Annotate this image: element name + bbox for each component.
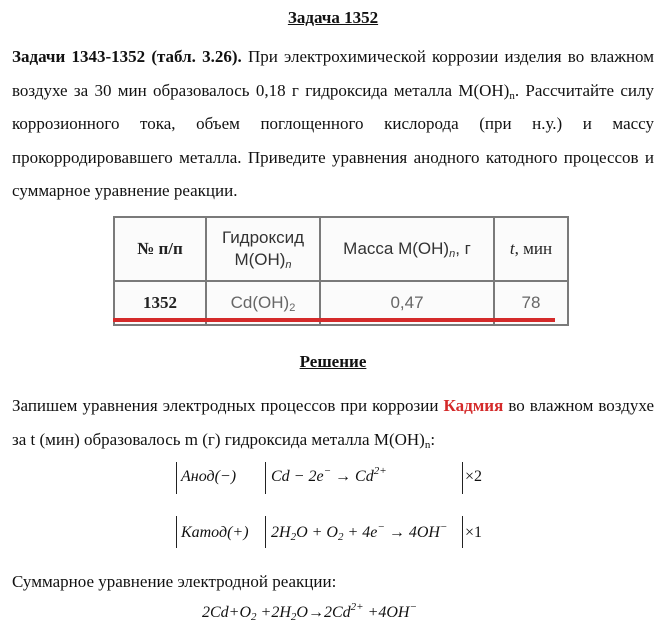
anode-eq-part-a: Cd − 2e — [271, 468, 324, 485]
anode-eq-sup-b: 2+ — [373, 465, 387, 477]
electrode-equations — [0, 458, 666, 558]
cell-time: 78 — [494, 281, 568, 325]
header-mass — [320, 217, 494, 281]
anode-multiplier: ×2 — [465, 468, 483, 485]
anode-label: Анод(−) — [181, 468, 237, 485]
header-time-symbol: t — [509, 239, 515, 258]
task-title: Задача 1352 — [287, 8, 379, 27]
problem-text-after: . Рассчитайте силу коррозионного тока, объем поглощенного кислорода (при н.у.) и массу прокорродировавшего металла. Приведите уравнения анодного катодного процессов и суммарное уравнение реакции. — [12, 80, 655, 200]
middle-bar-bottom — [265, 516, 266, 548]
anode-equation — [271, 465, 387, 486]
intro-subscript: n — [424, 438, 431, 451]
cell-hydroxide-sub: 2 — [289, 302, 296, 314]
cathode-eq-sup-c: − — [377, 521, 385, 533]
summary-eq-part-a: 2Cd+O — [202, 604, 252, 621]
red-divider-line — [113, 318, 555, 322]
cathode-eq-part-c: + 4e — [343, 524, 378, 541]
cell-hydroxide-text: Cd(OH) — [230, 293, 290, 312]
header-time — [494, 217, 568, 281]
header-hydroxide-line1: Гидроксид — [221, 228, 305, 247]
cathode-label: Катод(+) — [181, 524, 249, 541]
anode-eq-part-b: → Cd — [331, 468, 374, 485]
cell-mass: 0,47 — [320, 281, 494, 325]
problem-text-before: При электрохимической коррозии изделия во влажном воздухе за 30 мин образовалось 0,18 г гидроксида металла M(OH) — [12, 47, 654, 100]
cathode-eq-part-d: → 4OH — [384, 524, 440, 541]
cathode-equation — [271, 521, 448, 543]
summary-eq-sup-d: − — [409, 601, 417, 613]
summary-label: Суммарное уравнение электродной реакции: — [12, 572, 337, 591]
intro-text-end: : — [430, 429, 436, 449]
left-bar-top — [176, 462, 177, 494]
intro-text-before: Запишем уравнения электродных процессов при коррозии — [12, 396, 444, 415]
anode-eq-sup-a: − — [323, 465, 332, 477]
header-hydroxide — [206, 217, 320, 281]
solution-intro — [12, 389, 654, 456]
header-mass-sub: n — [449, 248, 456, 260]
table-header-row — [114, 217, 568, 281]
cathode-eq-sub-a: 2 — [290, 531, 297, 543]
metal-name: Кадмия — [443, 396, 504, 415]
summary-eq-part-d: +4OH — [363, 604, 410, 621]
header-hydroxide-sub: n — [285, 259, 292, 271]
header-mass-unit: , г — [455, 239, 471, 258]
header-mass-text: Масса M(OH) — [343, 239, 450, 258]
summary-eq-part-c: O→2Cd — [296, 604, 351, 621]
header-time-unit: , мин — [514, 239, 553, 258]
problem-statement — [12, 40, 654, 208]
header-number: № п/п — [114, 217, 206, 281]
solution-title: Решение — [299, 352, 367, 371]
problem-reference: Задачи 1343-1352 (табл. 3.26). — [12, 47, 242, 66]
intro-text-after: во влажном воздухе за t (мин) образовалось m (г) гидроксида металла M(OH) — [12, 396, 654, 449]
data-table — [113, 216, 569, 326]
summary-eq-sup-c: 2+ — [350, 601, 364, 613]
left-bar-bottom — [176, 516, 177, 548]
summary-eq-part-b: +2H — [256, 604, 291, 621]
summary-eq-sub-a: 2 — [251, 611, 257, 623]
cathode-multiplier: ×1 — [465, 524, 483, 541]
middle-bar-top — [265, 462, 266, 494]
right-bar-top — [462, 462, 463, 494]
header-hydroxide-line2: M(OH) — [234, 250, 286, 269]
problem-subscript: n — [509, 89, 515, 102]
cathode-eq-sub-b: 2 — [337, 531, 344, 543]
cathode-eq-part-a: 2H — [271, 524, 291, 541]
summary-eq-sub-b: 2 — [290, 611, 297, 623]
cathode-eq-part-b: O + O — [296, 524, 338, 541]
cathode-eq-sup-d: − — [439, 521, 448, 533]
summary-equation — [202, 601, 417, 623]
cell-number: 1352 — [114, 281, 206, 325]
right-bar-bottom — [462, 516, 463, 548]
